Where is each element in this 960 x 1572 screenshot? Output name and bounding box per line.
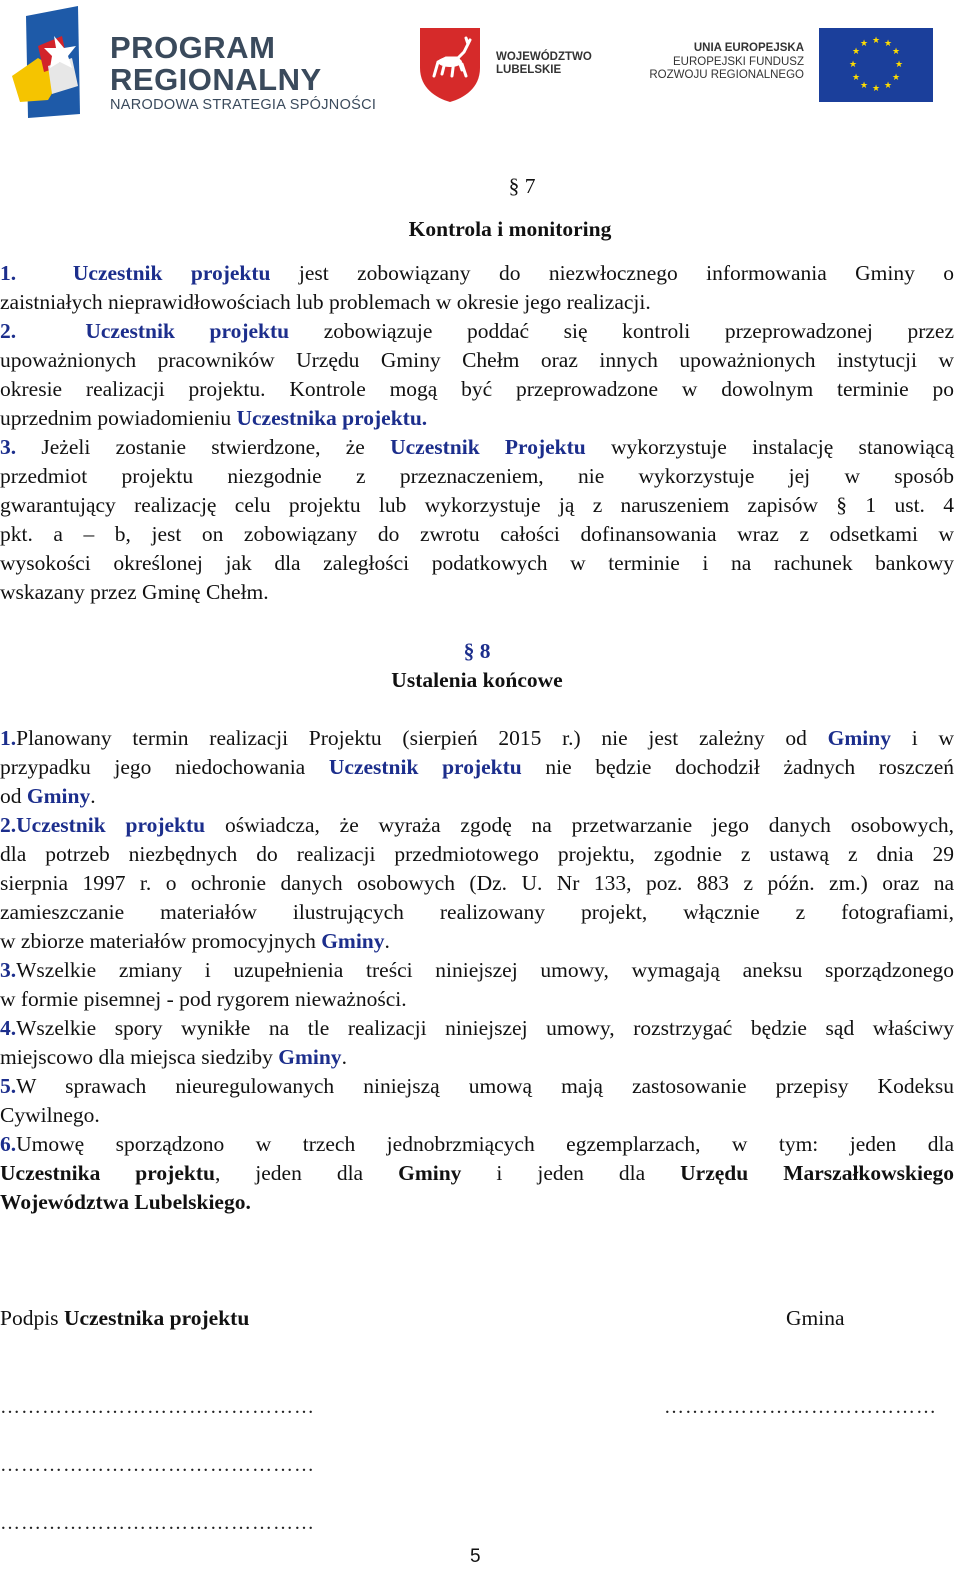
program-subtitle: NARODOWA STRATEGIA SPÓJNOŚCI (110, 97, 377, 113)
signature-right-label: Gmina (786, 1306, 845, 1330)
s7-p2-line2: upoważnionych pracowników Urzędu Gminy Chełm oraz innych upoważnionych instytucji w (0, 348, 954, 372)
s8-p1-num: 1. (0, 726, 17, 750)
s8-p1-l1-pre: Planowany termin realizacji Projektu (sierpień 2015 r.) nie jest zależny od (16, 726, 807, 750)
s8-p6-l2-b3: Urzędu Marszałkowskiego (680, 1161, 954, 1185)
program-regionalny-emblem-icon (8, 6, 108, 121)
section-8-title (0, 666, 954, 695)
s8-p1-l2-pre: przypadku jego niedochowania (0, 755, 306, 779)
eu-text-line1: UNIA EUROPEJSKA (693, 42, 804, 54)
s8-p1-l1-post: i w (911, 726, 954, 750)
s8-p1-line3 (0, 782, 954, 811)
s8-p4-l1: Wszelkie spory wynikłe na tle realizacji niniejszej umowy, rozstrzygać będzie sąd właściwy (16, 1016, 954, 1040)
header-logos (0, 0, 960, 125)
s7-p1-line2: zaistniałych nieprawidłowościach lub problemach w okresie jego realizacji. (0, 290, 651, 314)
s8-p1-line1 (0, 724, 954, 753)
program-regionalny-logo (8, 6, 377, 121)
s8-p2-l5-pre: w zbiorze materiałów promocyjnych (0, 929, 316, 953)
svg-text:★: ★ (883, 39, 893, 49)
s7-p2-l1-rest: zobowiązuje poddać się kontroli przeprowadzonej przez (323, 319, 955, 343)
s8-p1-l2-post: nie będzie dochodził żadnych roszczeń (545, 755, 954, 779)
s7-p3-line4: pkt. a – b, jest on zobowiązany do zwrotu całości dofinansowania wraz z odsetkami w (0, 522, 954, 546)
s8-p4-l2-pre: miejscowo dla miejsca siedziby (0, 1045, 273, 1069)
s7-p3-line3: gwarantujący realizację celu projektu lub wykorzystuje ją z naruszeniem zapisów § 1 ust. 4 (0, 493, 954, 517)
s8-p3-line2: w formie pisemnej - pod rygorem nieważności. (0, 987, 407, 1011)
svg-text:★: ★ (891, 73, 901, 83)
s8-p5-line2: Cywilnego. (0, 1103, 100, 1127)
s8-p5-line1 (0, 1072, 954, 1101)
s7-p2-line1 (0, 317, 954, 346)
s8-p6-line1 (0, 1130, 954, 1159)
s8-p6-l2-b1: Uczestnika projektu (0, 1161, 215, 1185)
s7-p2-l4-bold: Uczestnika projektu. (236, 406, 428, 430)
svg-text:★: ★ (859, 81, 869, 91)
s8-p3-l1: Wszelkie zmiany i uzupełnienia treści niniejszej umowy, wymagają aneksu sporządzonego (16, 958, 954, 982)
program-title-line2: REGIONALNY (110, 62, 322, 97)
svg-text:★: ★ (871, 36, 881, 46)
svg-text:★: ★ (848, 60, 858, 70)
svg-text:★: ★ (891, 47, 901, 57)
s8-p2-line1 (0, 811, 954, 840)
s7-p2-bold: Uczestnik projektu (85, 319, 290, 343)
s8-p2-line2: dla potrzeb niezbędnych do realizacji przedmiotowego projektu, zgodnie z ustawą z dnia 29 (0, 842, 954, 866)
signature-dots-1: ……………………………………… (0, 1396, 315, 1418)
section-8-title-text: Ustalenia końcowe (391, 668, 563, 692)
deer-shield-icon (416, 24, 486, 104)
signature-dots-2: ……………………………………… (0, 1454, 315, 1476)
s7-p3-l1-pre: Jeżeli zostanie stwierdzone, że (41, 435, 365, 459)
program-title-line1: PROGRAM (110, 30, 276, 65)
s8-p2-line3: sierpnia 1997 r. o ochronie danych osobowych (Dz. U. Nr 133, poz. 883 z późn. zm.) oraz na (0, 871, 954, 895)
s8-p6-l2-b2: Gminy (398, 1161, 462, 1185)
eu-fund-logo (640, 26, 936, 104)
eu-text-line3: ROZWOJU REGIONALNEGO (649, 69, 804, 81)
woj-name-line1: WOJEWÓDZTWO (496, 51, 592, 63)
s8-p4-num: 4. (0, 1016, 17, 1040)
signature-left-pre: Podpis (0, 1306, 59, 1330)
wojewodztwo-lubelskie-logo (416, 24, 606, 104)
s8-p6-line3 (0, 1188, 954, 1217)
s7-p3-l1-bold: Uczestnik Projektu (390, 435, 586, 459)
s8-p6-l3-bold: Województwa Lubelskiego. (0, 1190, 251, 1214)
s8-p3-num: 3. (0, 958, 17, 982)
s8-p4-l2-bold: Gminy (278, 1045, 342, 1069)
signature-left-bold: Uczestnika projektu (63, 1306, 250, 1330)
section-7-title-text: Kontrola i monitoring (408, 217, 612, 241)
s7-p3-line2: przedmiot projektu niezgodnie z przeznaczeniem, nie wykorzystuje jej w sposób (0, 464, 954, 488)
s8-p2-l1-post: oświadcza, że wyraża zgodę na przetwarzanie jego danych osobowych, (224, 813, 955, 837)
s8-p6-num: 6. (0, 1132, 17, 1156)
svg-text:★: ★ (859, 39, 869, 49)
section-8-number-text: § 8 (463, 639, 491, 663)
s8-p2-num: 2. (0, 813, 17, 837)
s8-p2-line4: zamieszczanie materiałów ilustrujących realizowany projekt, włącznie z fotografiami, (0, 900, 954, 924)
svg-text:★: ★ (851, 47, 861, 57)
section-8-number (0, 637, 954, 666)
s8-p1-line2 (0, 753, 954, 782)
s8-p3-line1 (0, 956, 954, 985)
svg-text:★: ★ (894, 60, 904, 70)
s7-p1-line1 (0, 259, 954, 288)
eu-text-line2: EUROPEJSKI FUNDUSZ (673, 56, 804, 68)
s7-p2-line3: okresie realizacji projektu. Kontrole mogą być przeprowadzone w dowolnym terminie po (0, 377, 954, 401)
section-7-number: § 7 (508, 174, 536, 198)
signature-dots-3: ……………………………………… (0, 1512, 315, 1534)
s8-p6-l2-t1: , jeden dla (214, 1161, 364, 1185)
s8-p1-l3-bold: Gminy (26, 784, 91, 808)
s8-p2-l5-bold: Gminy (321, 929, 385, 953)
s8-p5-num: 5. (0, 1074, 17, 1098)
s7-p3-num: 3. (0, 435, 17, 459)
s8-p2-l1-bold: Uczestnik projektu (16, 813, 206, 837)
s8-p6-l1: Umowę sporządzono w trzech jednobrzmiących egzemplarzach, w tym: jeden dla (16, 1132, 954, 1156)
s7-p1-num: 1. (0, 261, 17, 285)
s8-p1-l3-post: . (90, 784, 96, 808)
s7-p1-l1-rest: jest zobowiązany do niezwłocznego informowania Gminy o (298, 261, 954, 285)
section-7-title (30, 215, 960, 244)
s8-p4-line1 (0, 1014, 954, 1043)
s7-p2-num: 2. (0, 319, 17, 343)
s8-p2-line5 (0, 927, 954, 956)
s7-p3-line6: wskazany przez Gminę Chełm. (0, 580, 269, 604)
s8-p2-l5-post: . (384, 929, 390, 953)
eu-flag-icon (819, 28, 933, 102)
signature-dots-right: ………………………………… (664, 1396, 937, 1418)
svg-text:★: ★ (851, 73, 861, 83)
s8-p5-l1: W sprawach nieuregulowanych niniejszą umową mają zastosowanie przepisy Kodeksu (16, 1074, 954, 1098)
svg-text:★: ★ (883, 81, 893, 91)
page-number: 5 (470, 1546, 481, 1567)
s8-p1-l2-bold: Uczestnik projektu (328, 755, 522, 779)
s7-p1-bold: Uczestnik projektu (72, 261, 271, 285)
s8-p4-l2-post: . (341, 1045, 347, 1069)
s8-p1-l1-bold: Gminy (827, 726, 891, 750)
s7-p2-line4 (0, 404, 954, 433)
s7-p3-line5: wysokości określonej jak dla zaległości podatkowych w terminie i na rachunek bankowy (0, 551, 954, 575)
woj-name-line2: LUBELSKIE (496, 64, 562, 76)
s7-p2-l4-pre: uprzednim powiadomieniu (0, 406, 232, 430)
s8-p1-l3-pre: od (0, 784, 22, 808)
svg-text:★: ★ (871, 84, 881, 94)
s7-p3-line1 (0, 433, 954, 462)
s8-p6-l2-t2: i jeden dla (496, 1161, 646, 1185)
s8-p4-line2 (0, 1043, 954, 1072)
s7-p3-l1-post: wykorzystuje instalację stanowiącą (610, 435, 955, 459)
s8-p6-line2 (0, 1159, 954, 1188)
